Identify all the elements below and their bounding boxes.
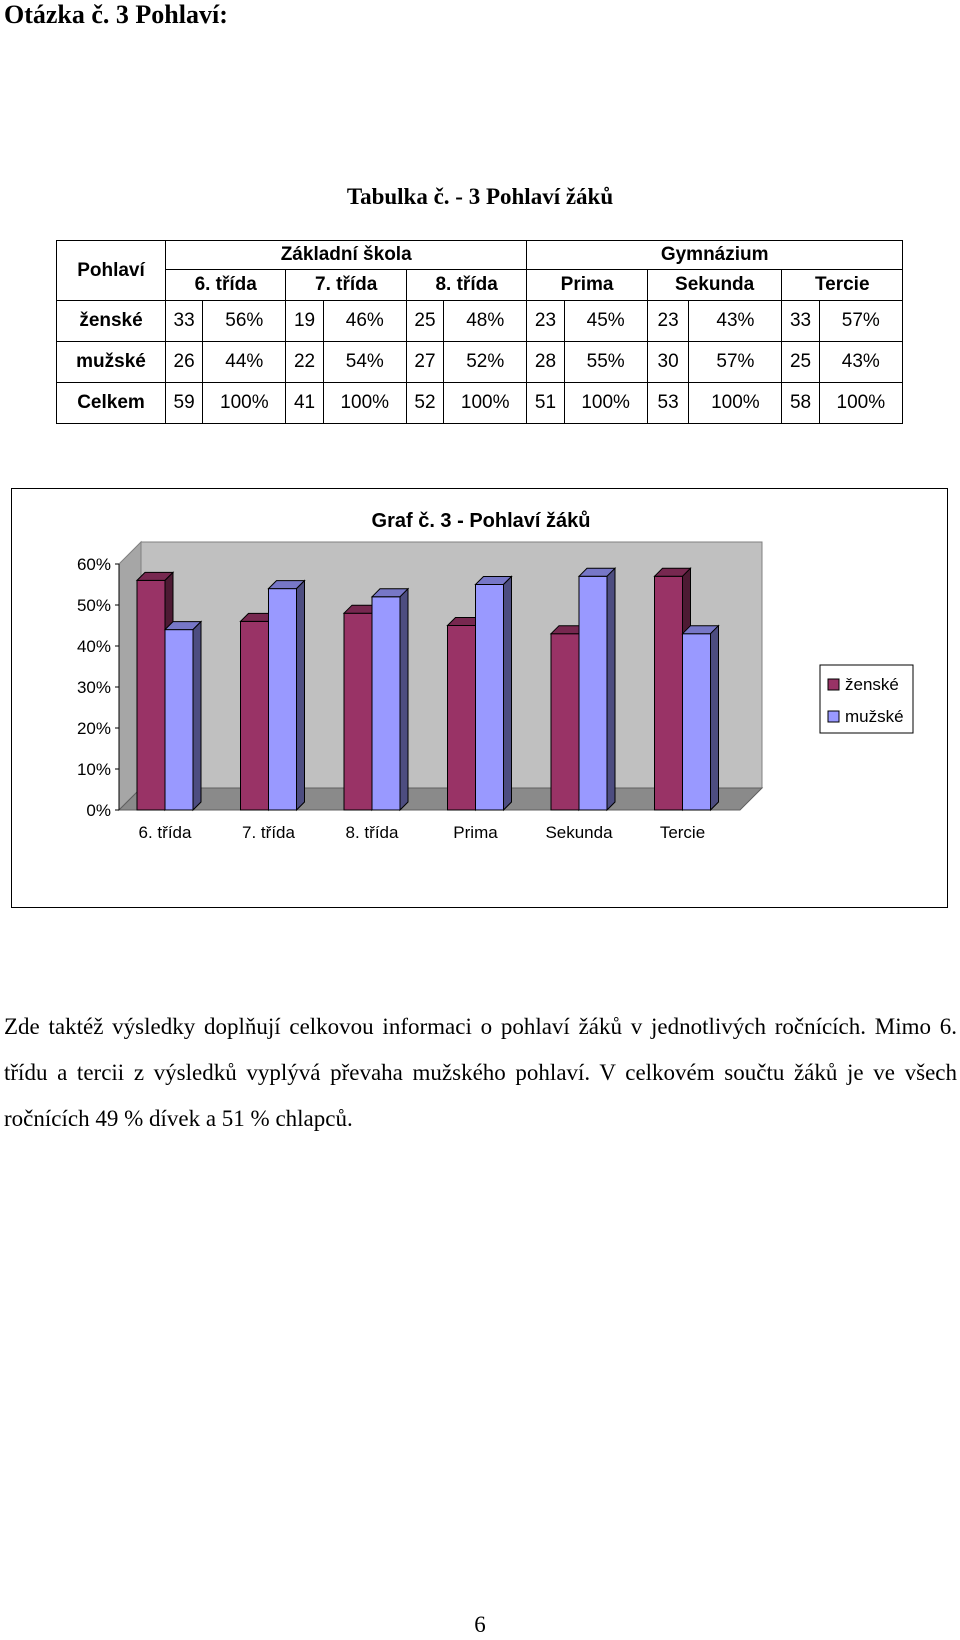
- table-caption: Tabulka č. - 3 Pohlaví žáků: [346, 184, 614, 209]
- class-header: Tercie: [782, 270, 903, 301]
- class-header: Prima: [527, 270, 647, 301]
- row-label: mužské: [57, 342, 166, 383]
- class-header: 6. třída: [166, 270, 286, 301]
- row-label: Celkem: [57, 383, 166, 424]
- bar-muzske: [269, 589, 297, 810]
- bar-side: [193, 622, 201, 810]
- table-cell: 55%: [564, 342, 647, 383]
- x-tick-label: 7. třída: [242, 823, 295, 842]
- table-cell: 23: [647, 301, 689, 342]
- table-cell: 23: [527, 301, 564, 342]
- group-header-gymnasium: Gymnázium: [527, 241, 903, 270]
- table-cell: 44%: [203, 342, 286, 383]
- bar-side: [711, 626, 719, 810]
- table-cell: 100%: [203, 383, 286, 424]
- table-cell: 100%: [819, 383, 902, 424]
- table-cell: 100%: [564, 383, 647, 424]
- table-cell: 43%: [819, 342, 902, 383]
- table-cell: 33: [782, 301, 819, 342]
- bar-side: [400, 589, 408, 810]
- page-number: 6: [474, 1612, 486, 1637]
- bar-side: [607, 568, 615, 810]
- body-paragraph: Zde taktéž výsledky doplňují celkovou informaci o pohlaví žáků v jednotlivých ročnících. Mimo 6. třídu a tercii z výsledků vyplývá převaha mužského pohlaví. V celkovém součtu žáků je ve všech ročnících 49 % dívek a 51 % chlapců.: [4, 1014, 957, 1131]
- table-cell: 58: [782, 383, 819, 424]
- table-row: [57, 342, 903, 383]
- table-cell: 56%: [203, 301, 286, 342]
- table-cell: 57%: [689, 342, 782, 383]
- gender-table: [56, 240, 903, 424]
- bar-zenske: [551, 634, 579, 810]
- table-cell: 19: [286, 301, 323, 342]
- legend-label: ženské: [845, 675, 899, 694]
- legend-label: mužské: [845, 707, 904, 726]
- table-cell: 41: [286, 383, 323, 424]
- table-cell: 30: [647, 342, 689, 383]
- row-label: ženské: [57, 301, 166, 342]
- table-cell: 33: [166, 301, 203, 342]
- table-cell: 48%: [444, 301, 527, 342]
- page-heading: Otázka č. 3 Pohlaví:: [4, 0, 228, 29]
- table-cell: 28: [527, 342, 564, 383]
- table-body: [57, 301, 903, 424]
- row-header-cell: Pohlaví: [57, 241, 166, 301]
- table-cell: 26: [166, 342, 203, 383]
- table-cell: 52: [406, 383, 443, 424]
- table-cell: 27: [406, 342, 443, 383]
- legend-swatch-muzske: [828, 711, 839, 722]
- chart-frame: [11, 488, 948, 908]
- y-tick-label: 20%: [76, 719, 111, 738]
- table-cell: 45%: [564, 301, 647, 342]
- bar-chart: [12, 489, 947, 907]
- group-header-basic-school: Základní škola: [166, 241, 527, 270]
- x-tick-label: Prima: [453, 823, 498, 842]
- table-cell: 100%: [323, 383, 406, 424]
- table-row: [57, 383, 903, 424]
- table-cell: 43%: [689, 301, 782, 342]
- x-tick-label: 6. třída: [138, 823, 192, 842]
- y-tick-label: 30%: [76, 678, 111, 697]
- bar-muzske: [476, 585, 504, 811]
- legend-swatch-zenske: [828, 679, 839, 690]
- table-cell: 46%: [323, 301, 406, 342]
- bar-zenske: [655, 576, 683, 810]
- table-cell: 100%: [689, 383, 782, 424]
- bar-zenske: [241, 621, 269, 810]
- bar-muzske: [372, 597, 400, 810]
- bar-zenske: [137, 580, 165, 810]
- class-header: 7. třída: [286, 270, 406, 301]
- bar-side: [504, 577, 512, 811]
- bar-muzske: [579, 576, 607, 810]
- bar-muzske: [683, 634, 711, 810]
- y-tick-label: 50%: [76, 596, 111, 615]
- y-tick-label: 10%: [76, 760, 111, 779]
- table-cell: 53: [647, 383, 689, 424]
- table-cell: 51: [527, 383, 564, 424]
- y-tick-label: 40%: [76, 637, 111, 656]
- chart-title: Graf č. 3 - Pohlaví žáků: [371, 510, 591, 532]
- table-cell: 57%: [819, 301, 902, 342]
- table-cell: 52%: [444, 342, 527, 383]
- x-tick-label: Sekunda: [545, 823, 613, 842]
- bar-muzske: [165, 630, 193, 810]
- bar-zenske: [448, 626, 476, 811]
- table-cell: 25: [406, 301, 443, 342]
- table-group-row: [57, 241, 903, 270]
- table-cell: 59: [166, 383, 203, 424]
- bar-zenske: [344, 613, 372, 810]
- table-cell: 54%: [323, 342, 406, 383]
- table-row: [57, 301, 903, 342]
- y-tick-label: 0%: [86, 801, 111, 820]
- table-cell: 100%: [444, 383, 527, 424]
- class-header: 8. třída: [406, 270, 526, 301]
- x-tick-label: 8. třída: [345, 823, 399, 842]
- bar-side: [297, 581, 305, 810]
- x-tick-label: Tercie: [659, 823, 706, 842]
- y-tick-label: 60%: [76, 555, 111, 574]
- table-cell: 25: [782, 342, 819, 383]
- table-cell: 22: [286, 342, 323, 383]
- table-class-row: [57, 270, 903, 301]
- class-header: Sekunda: [647, 270, 782, 301]
